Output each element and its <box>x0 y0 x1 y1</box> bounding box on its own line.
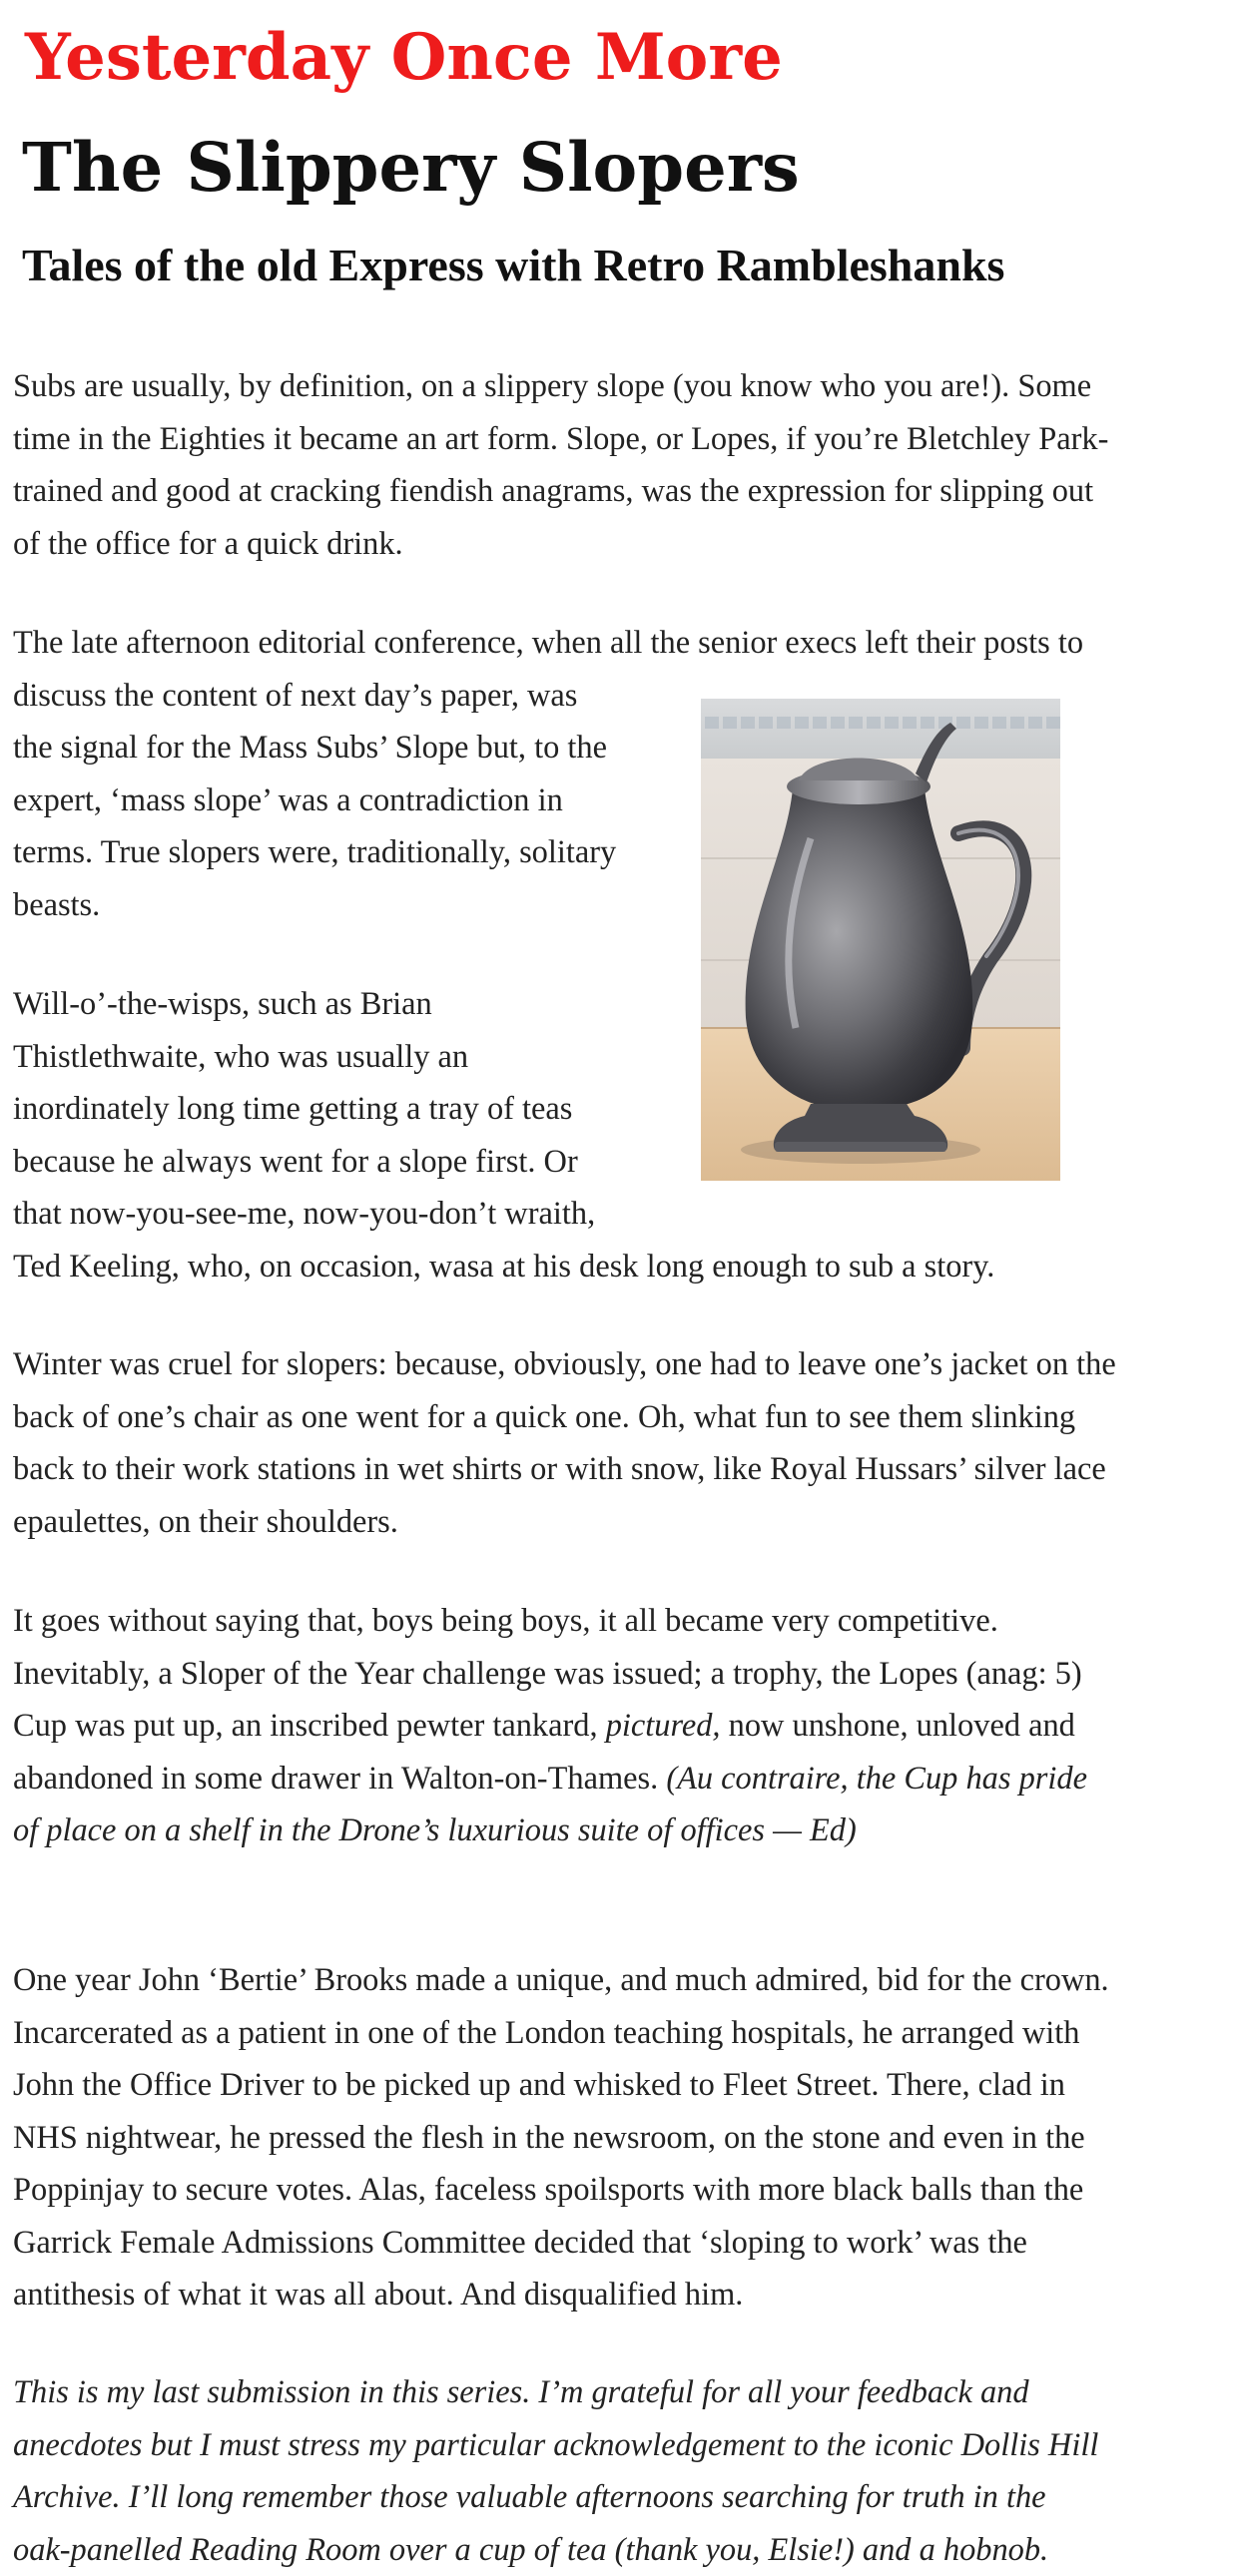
text-line: expert, ‘mass slope’ was a contradiction in <box>13 774 1228 827</box>
text-line: Ted Keeling, who, on occasion, wasa at his desk long enough to sub a story. <box>13 1241 1228 1293</box>
editor-note: (Au contraire, the Cup has pride <box>666 1761 1087 1797</box>
text-line: back of one’s chair as one went for a quick one. Oh, what fun to see them slinking <box>13 1391 1228 1444</box>
text-line: NHS nightwear, he pressed the flesh in the newsroom, on the stone and even in the <box>13 2112 1228 2165</box>
text-line: John the Office Driver to be picked up and whisked to Fleet Street. There, clad in <box>13 2059 1228 2112</box>
article-headline: The Slippery Slopers <box>22 128 800 208</box>
text-run: now unshone, unloved and <box>721 1708 1075 1744</box>
text-line: inordinately long time getting a tray of teas <box>13 1083 1228 1136</box>
text-line: Inevitably, a Sloper of the Year challenge was issued; a trophy, the Lopes (anag: 5) <box>13 1648 1228 1701</box>
paragraph-4 <box>13 1338 1228 1548</box>
text-line: Archive. I’ll long remember those valuable afternoons searching for truth in the <box>13 2471 1228 2524</box>
text-line: discuss the content of next day’s paper, was <box>13 670 1228 723</box>
paragraph-3 <box>13 978 1228 1292</box>
text-line <box>13 1700 1228 1753</box>
text-line: Will-o’-the-wisps, such as Brian <box>13 978 1228 1031</box>
text-line: that now-you-see-me, now-you-don’t wraith, <box>13 1188 1228 1241</box>
text-line: because he always went for a slope first. Or <box>13 1136 1228 1189</box>
text-run: abandoned in some drawer in Walton-on-Thames. <box>13 1761 666 1797</box>
text-line: time in the Eighties it became an art form. Slope, or Lopes, if you’re Bletchley Park- <box>13 413 1228 466</box>
text-line: terms. True slopers were, traditionally, solitary <box>13 826 1228 879</box>
text-line: epaulettes, on their shoulders. <box>13 1496 1228 1549</box>
paragraph-6 <box>13 1954 1228 2321</box>
text-run: Cup was put up, an inscribed pewter tankard, <box>13 1708 606 1744</box>
article-standfirst: Tales of the old Express with Retro Rambleshanks <box>22 233 1004 298</box>
text-line: Subs are usually, by definition, on a slippery slope (you know who you are!). Some <box>13 360 1228 413</box>
text-line: of the office for a quick drink. <box>13 518 1228 571</box>
text-line <box>13 1804 1228 1857</box>
text-line: antithesis of what it was all about. And disqualified him. <box>13 2269 1228 2321</box>
text-line: This is my last submission in this series. I’m grateful for all your feedback and <box>13 2366 1228 2419</box>
text-line: Winter was cruel for slopers: because, obviously, one had to leave one’s jacket on the <box>13 1338 1228 1391</box>
text-line: the signal for the Mass Subs’ Slope but, to the <box>13 722 1228 774</box>
text-line: trained and good at cracking fiendish anagrams, was the expression for slipping out <box>13 465 1228 518</box>
text-line: Garrick Female Admissions Committee decided that ‘sloping to work’ was the <box>13 2217 1228 2270</box>
text-line: Thistlethwaite, who was usually an <box>13 1031 1228 1084</box>
editor-note: of place on a shelf in the Drone’s luxurious suite of offices — Ed) <box>13 1812 857 1848</box>
text-line: anecdotes but I must stress my particular acknowledgement to the iconic Dollis Hill <box>13 2419 1228 2472</box>
text-line: Poppinjay to secure votes. Alas, faceless spoilsports with more black balls than the <box>13 2164 1228 2217</box>
text-line: back to their work stations in wet shirts or with snow, like Royal Hussars’ silver lace <box>13 1443 1228 1496</box>
series-kicker: Yesterday Once More <box>25 18 783 98</box>
paragraph-1 <box>13 360 1228 570</box>
sign-off-paragraph <box>13 2366 1228 2576</box>
text-line: It goes without saying that, boys being boys, it all became very competitive. <box>13 1595 1228 1648</box>
text-line: Incarcerated as a patient in one of the London teaching hospitals, he arranged with <box>13 2007 1228 2060</box>
pictured-note: pictured, <box>606 1708 721 1744</box>
text-line: oak-panelled Reading Room over a cup of tea (thank you, Elsie!) and a hobnob. <box>13 2524 1228 2576</box>
text-line <box>13 1753 1228 1805</box>
text-line: One year John ‘Bertie’ Brooks made a unique, and much admired, bid for the crown. <box>13 1954 1228 2007</box>
text-line: beasts. <box>13 879 1228 932</box>
text-line: The late afternoon editorial conference, when all the senior execs left their posts to <box>13 617 1228 670</box>
paragraph-5 <box>13 1595 1228 1857</box>
